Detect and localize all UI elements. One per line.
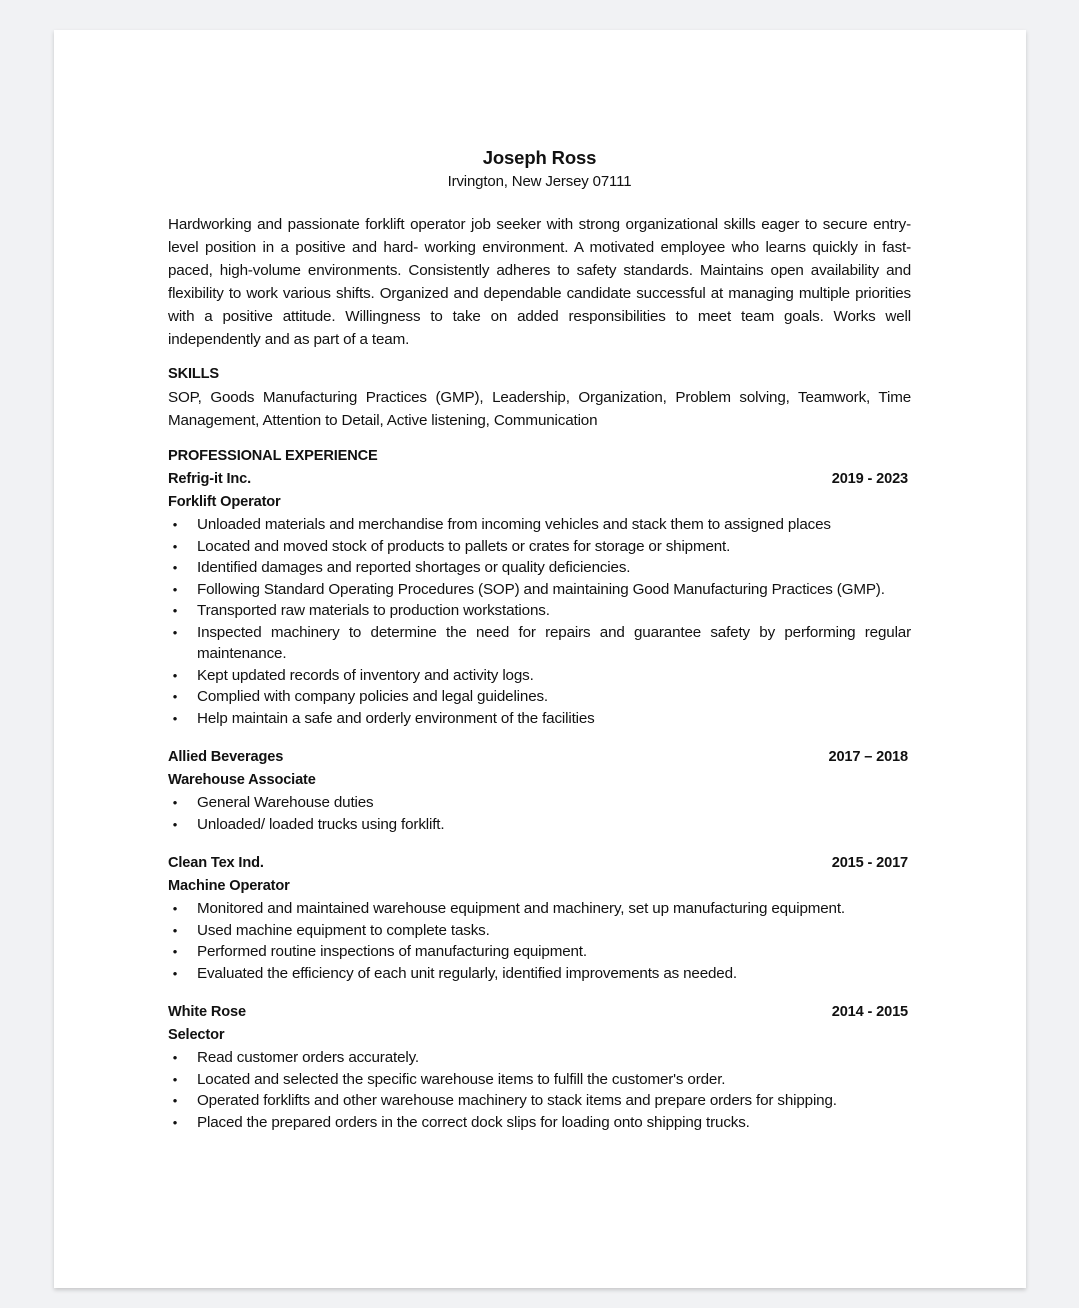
- bullet-icon: •: [172, 603, 178, 618]
- bullet-item: [168, 1112, 911, 1134]
- bullet-item: [168, 600, 911, 622]
- bullet-icon: •: [172, 901, 178, 916]
- bullet-text: Following Standard Operating Procedures (SOP) and maintaining Good Manufacturing Practices (GMP).: [197, 580, 885, 598]
- bullet-text: Inspected machinery to determine the need for repairs and guarantee safety by performing regular maintenance.: [197, 623, 911, 662]
- bullet-text: Operated forklifts and other warehouse machinery to stack items and prepare orders for shipping.: [197, 1092, 837, 1109]
- job-company: Refrig-it Inc.: [168, 471, 252, 487]
- bullet-item: [168, 1090, 911, 1112]
- bullet-item: [168, 686, 911, 708]
- bullet-icon: •: [172, 538, 178, 554]
- bullet-item: [168, 536, 911, 558]
- bullet-icon: •: [172, 944, 178, 959]
- job-role: Forklift Operator: [168, 494, 281, 510]
- job-role: Selector: [168, 1027, 225, 1043]
- job-bullets: [168, 1047, 911, 1133]
- job-entry: [168, 468, 911, 729]
- bullet-text: Evaluated the efficiency of each unit regularly, identified improvements as needed.: [197, 964, 737, 982]
- bullet-item: [168, 963, 911, 985]
- job-role: Machine Operator: [168, 878, 290, 894]
- bullet-icon: •: [172, 517, 178, 532]
- bullet-item: [168, 579, 911, 601]
- skills-heading: SKILLS: [168, 366, 219, 382]
- bullet-text: Used machine equipment to complete tasks.: [197, 921, 490, 939]
- bullet-text: Identified damages and reported shortages or quality deficiencies.: [197, 559, 631, 576]
- bullet-text: Transported raw materials to production workstations.: [197, 602, 550, 619]
- job-bullets: [168, 792, 911, 835]
- job-bullets: [168, 898, 911, 984]
- job-header: [168, 852, 911, 875]
- job-header: [168, 746, 911, 769]
- bullet-item: [168, 941, 911, 963]
- bullet-item: [168, 898, 911, 920]
- bullet-icon: •: [172, 624, 178, 640]
- bullet-icon: •: [172, 689, 178, 704]
- job-bullets: [168, 514, 911, 729]
- resume-content: [168, 146, 911, 1133]
- job-role: Warehouse Associate: [168, 772, 316, 788]
- bullet-item: [168, 708, 911, 730]
- experience-list: [168, 468, 911, 1133]
- document-page: [54, 30, 1026, 1288]
- job-dates: 2014 - 2015: [831, 1004, 908, 1020]
- bullet-icon: •: [172, 922, 178, 938]
- bullet-item: [168, 665, 911, 687]
- job-dates: 2017 – 2018: [828, 749, 908, 765]
- bullet-icon: •: [172, 795, 178, 810]
- bullet-text: Read customer orders accurately.: [197, 1049, 419, 1066]
- bullet-text: General Warehouse duties: [197, 794, 374, 811]
- bullet-icon: •: [172, 560, 178, 575]
- bullet-text: Performed routine inspections of manufacturing equipment.: [197, 943, 587, 960]
- bullet-icon: •: [172, 710, 178, 726]
- bullet-text: Placed the prepared orders in the correct dock slips for loading onto shipping trucks.: [197, 1113, 750, 1131]
- bullet-text: Kept updated records of inventory and activity logs.: [197, 666, 534, 684]
- candidate-address: Irvington, New Jersey 07111: [447, 173, 632, 190]
- skills-list: SOP, Goods Manufacturing Practices (GMP), Leadership, Organization, Problem solving, Teamwork, Time Management, Attention to Detail, Active listening, Communication: [168, 389, 911, 429]
- bullet-item: [168, 814, 911, 836]
- bullet-item: [168, 1047, 911, 1069]
- summary-paragraph: Hardworking and passionate forklift operator job seeker with strong organizational skills eager to secure entry-level position in a positive and hard- working environment. A motivated employee who learns quickly in fast-paced, high-volume environments. Consistently adheres to safety standards. Maintains open availability and flexibility to work various shifts. Organized and dependable candidate successful at managing multiple priorities with a positive attitude. Willingness to take on added responsibilities to meet team goals. Works well independently and as part of a team.: [168, 216, 911, 348]
- job-entry: [168, 746, 911, 835]
- job-dates: 2019 - 2023: [831, 471, 908, 487]
- bullet-text: Monitored and maintained warehouse equipment and machinery, set up manufacturing equipment.: [197, 900, 845, 917]
- bullet-item: [168, 557, 911, 579]
- bullet-text: Located and moved stock of products to pallets or crates for storage or shipment.: [197, 537, 731, 555]
- job-entry: [168, 852, 911, 984]
- bullet-icon: •: [172, 581, 178, 597]
- bullet-item: [168, 1069, 911, 1091]
- bullet-item: [168, 920, 911, 942]
- job-company: Clean Tex Ind.: [168, 855, 264, 871]
- bullet-item: [168, 514, 911, 536]
- job-company: Allied Beverages: [168, 749, 284, 765]
- bullet-icon: •: [172, 816, 178, 832]
- job-entry: [168, 1001, 911, 1133]
- job-header: [168, 1001, 911, 1024]
- bullet-text: Unloaded/ loaded trucks using forklift.: [197, 815, 445, 833]
- bullet-icon: •: [172, 667, 178, 683]
- bullet-text: Unloaded materials and merchandise from incoming vehicles and stack them to assigned places: [197, 516, 831, 533]
- experience-heading: PROFESSIONAL EXPERIENCE: [168, 448, 378, 464]
- candidate-name: Joseph Ross: [482, 147, 597, 168]
- bullet-icon: •: [172, 1093, 178, 1108]
- bullet-icon: •: [172, 1050, 178, 1065]
- job-company: White Rose: [168, 1004, 246, 1020]
- bullet-item: [168, 622, 911, 665]
- bullet-icon: •: [172, 965, 178, 981]
- bullet-text: Located and selected the specific warehouse items to fulfill the customer's order.: [197, 1070, 726, 1088]
- bullet-icon: •: [172, 1071, 178, 1087]
- bullet-text: Complied with company policies and legal guidelines.: [197, 688, 548, 705]
- bullet-item: [168, 792, 911, 814]
- job-dates: 2015 - 2017: [831, 855, 908, 871]
- job-header: [168, 468, 911, 491]
- bullet-icon: •: [172, 1114, 178, 1130]
- bullet-text: Help maintain a safe and orderly environment of the facilities: [197, 709, 595, 727]
